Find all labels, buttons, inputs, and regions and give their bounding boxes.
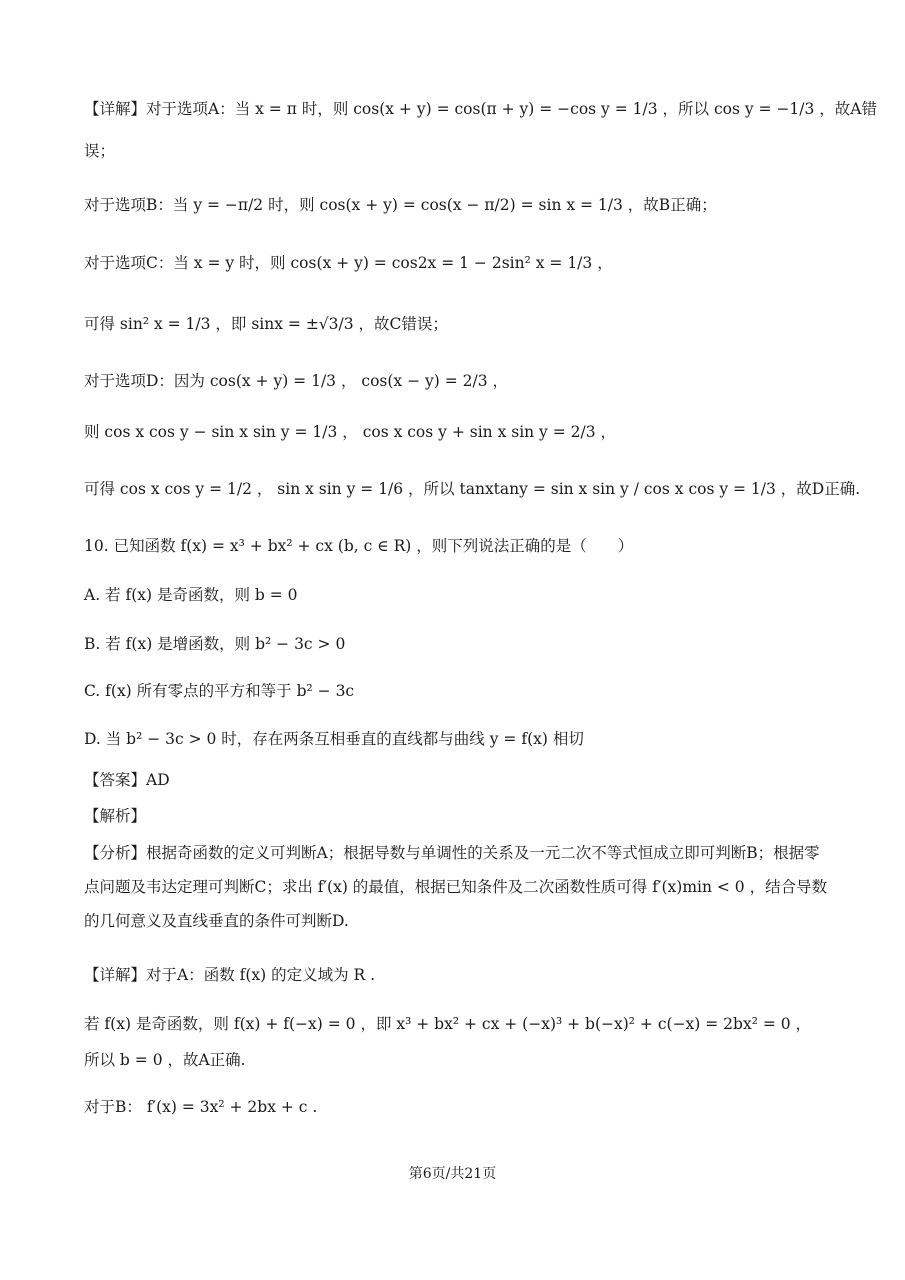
page-footer: 第6页/共21页 bbox=[408, 1166, 497, 1182]
choice-c: C. f(x) 所有零点的平方和等于 b² − 3c bbox=[84, 682, 355, 700]
analysis-paragraph: 【分析】根据奇函数的定义可判断A；根据导数与单调性的关系及一元二次不等式恒成立即可判断B；根据零点问题及韦达定理可判断C；求出 f′(x) 的最值，根据已知条件及二次函数性质可得 f′(x)min < 0 ，结合导数的几何意义及直线垂直的条件可判断D. bbox=[84, 844, 828, 930]
choice-a: A. 若 f(x) 是奇函数，则 b = 0 bbox=[84, 586, 298, 604]
question-10: 10. 已知函数 f(x) = x³ + bx² + cx (b, c ∈ R) ，则下列说法正确的是（ ） bbox=[84, 537, 634, 555]
answer-label: 【答案】AD bbox=[84, 771, 170, 789]
line-option-d-result: 可得 cos x cos y = 1/2 ， sin x sin y = 1/6 ，所以 tanxtany = sin x sin y / cos x cos y = 1/3 ，故D正确. bbox=[84, 480, 861, 498]
line-option-b: 对于选项B：当 y = −π/2 时，则 cos(x + y) = cos(x − π/2) = sin x = 1/3 ，故B正确； bbox=[84, 196, 717, 214]
choice-d: D. 当 b² − 3c > 0 时，存在两条互相垂直的直线都与曲线 y = f(x) 相切 bbox=[84, 730, 584, 748]
choice-b: B. 若 f(x) 是增函数，则 b² − 3c > 0 bbox=[84, 635, 346, 653]
line-option-a-cont: 误； bbox=[84, 142, 116, 160]
detail-a-odd: 若 f(x) 是奇函数，则 f(x) + f(−x) = 0 ，即 x³ + bx² + cx + (−x)³ + b(−x)² + c(−x) = 2bx² = 0 ， bbox=[84, 1015, 812, 1033]
detail-b-derivative: 对于B： f′(x) = 3x² + 2bx + c . bbox=[84, 1098, 318, 1116]
detail-a-conclusion: 所以 b = 0 ，故A正确. bbox=[84, 1051, 246, 1069]
line-option-a: 【详解】对于选项A：当 x = π 时，则 cos(x + y) = cos(π + y) = −cos y = 1/3 ，所以 cos y = −1/3 ，故A错 bbox=[84, 100, 877, 118]
line-option-d-expand: 则 cos x cos y − sin x sin y = 1/3 ， cos x cos y + sin x sin y = 2/3 ， bbox=[84, 423, 617, 441]
line-option-c-result: 可得 sin² x = 1/3 ，即 sinx = ±√3/3 ，故C错误； bbox=[84, 315, 448, 333]
analysis-label: 【解析】 bbox=[84, 807, 147, 825]
line-option-c: 对于选项C：当 x = y 时，则 cos(x + y) = cos2x = 1 − 2sin² x = 1/3 ， bbox=[84, 254, 613, 272]
line-option-d: 对于选项D：因为 cos(x + y) = 1/3 ， cos(x − y) = 2/3 ， bbox=[84, 372, 509, 390]
detail-a-domain: 【详解】对于A：函数 f(x) 的定义域为 R . bbox=[84, 966, 376, 984]
